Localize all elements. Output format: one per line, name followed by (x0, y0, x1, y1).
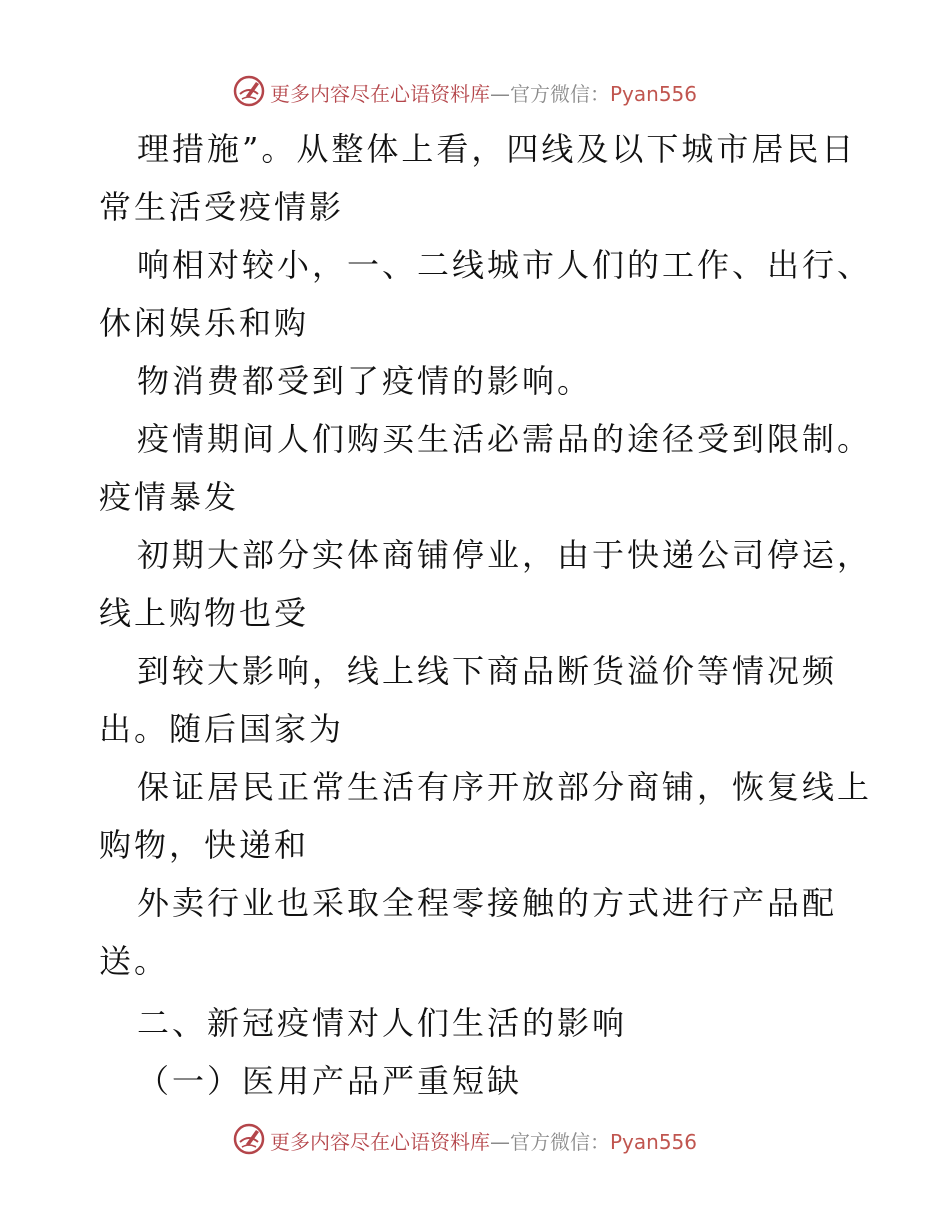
watermark-header (0, 72, 950, 112)
text-line: 送。 (99, 942, 170, 980)
text-line: 常生活受疫情影 (99, 188, 345, 226)
watermark-account: Pyan556 (610, 82, 698, 106)
text-line: 保证居民正常生活有序开放部分商铺，恢复线上 (137, 768, 873, 806)
watermark-separator: — (490, 82, 510, 106)
text-line: 出。随后国家为 (99, 710, 345, 748)
watermark-separator: — (490, 1130, 510, 1154)
watermark-label: 官方微信： (510, 1130, 610, 1154)
watermark-label: 官方微信： (510, 82, 610, 106)
watermark-text (270, 78, 697, 107)
text-line: 理措施”。从整体上看，四线及以下城市居民日 (137, 130, 857, 168)
watermark-main: 更多内容尽在心语资料库 (270, 1130, 490, 1154)
text-line: 外卖行业也采取全程零接触的方式进行产品配 (137, 884, 838, 922)
text-line: 线上购物也受 (99, 594, 310, 632)
text-line: 疫情期间人们购买生活必需品的途径受到限制。 (137, 420, 873, 458)
text-line: 初期大部分实体商铺停业，由于快递公司停运， (137, 536, 873, 574)
text-line: 购物，快递和 (99, 826, 310, 864)
text-line: 响相对较小，一、二线城市人们的工作、出行、 (137, 246, 873, 284)
text-line: 疫情暴发 (99, 478, 240, 516)
watermark-main: 更多内容尽在心语资料库 (270, 82, 490, 106)
book-pen-logo-icon (232, 1122, 266, 1156)
text-line: 休闲娱乐和购 (99, 304, 310, 342)
watermark-footer (0, 1120, 950, 1160)
text-line: 物消费都受到了疫情的影响。 (137, 362, 593, 400)
watermark-account: Pyan556 (610, 1130, 698, 1154)
watermark-text (270, 1126, 697, 1155)
book-pen-logo-icon (232, 74, 266, 108)
text-line: 到较大影响，线上线下商品断货溢价等情况频 (137, 652, 838, 690)
section-heading: 二、新冠疫情对人们生活的影响 (137, 1004, 628, 1042)
subsection-heading: （一）医用产品严重短缺 (137, 1062, 523, 1100)
